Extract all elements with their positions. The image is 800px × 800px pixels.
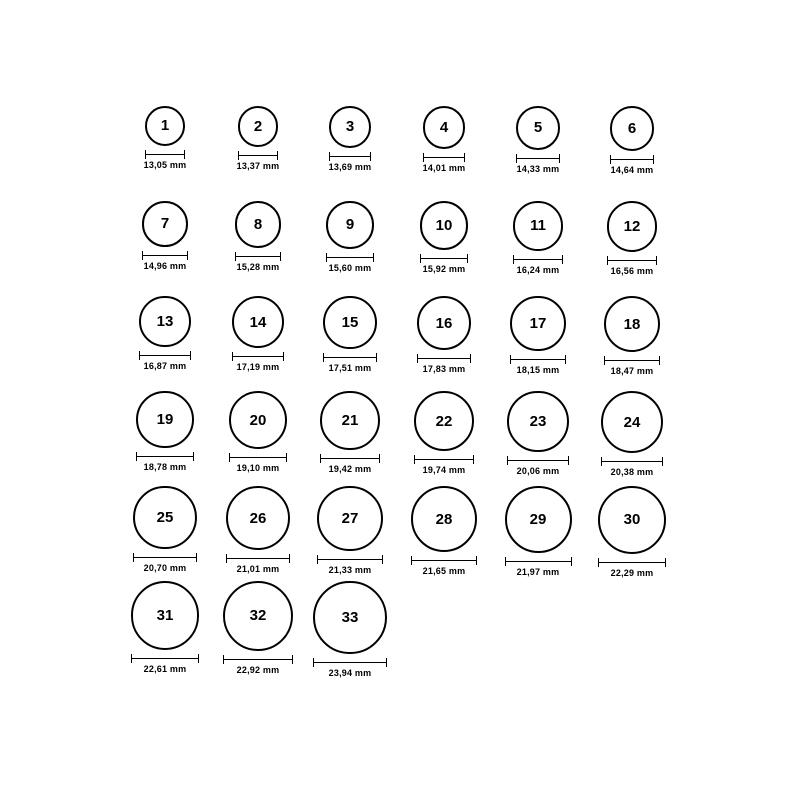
- diameter-label: 21,97 mm: [516, 567, 560, 577]
- ring-circle: [223, 581, 293, 651]
- ring-circle: [604, 296, 660, 352]
- measure-line: [507, 460, 568, 461]
- ring-circle-wrap: [305, 485, 395, 552]
- ring-size-item: [399, 200, 489, 274]
- ring-circle-wrap: [213, 390, 303, 450]
- ring-size-number: 8: [253, 215, 263, 233]
- ring-size-item: [213, 295, 303, 372]
- measure-line: [411, 560, 477, 561]
- ring-size-item: [305, 200, 395, 273]
- ring-circle: [420, 201, 469, 250]
- diameter-label: 19,42 mm: [328, 464, 372, 475]
- diameter-measure: [417, 354, 471, 374]
- diameter-label: 23,94 mm: [328, 668, 372, 679]
- ring-circle-wrap: [213, 105, 303, 148]
- ring-circle-wrap: [213, 485, 303, 551]
- diameter-measure: [414, 455, 474, 475]
- ring-circle-wrap: [399, 295, 489, 351]
- ring-circle: [610, 106, 655, 151]
- ring-size-item: [399, 485, 489, 576]
- diameter-measure: [601, 457, 663, 477]
- ring-circle-wrap: [399, 485, 489, 553]
- ring-size-number: 12: [623, 217, 641, 235]
- ring-size-item: [493, 295, 583, 375]
- ring-circle: [414, 391, 474, 451]
- measure-bar: [235, 252, 282, 261]
- ring-size-number: 27: [341, 510, 359, 528]
- diameter-label: 18,47 mm: [610, 366, 654, 377]
- diameter-measure: [510, 355, 565, 375]
- ring-circle-wrap: [399, 390, 489, 452]
- diameter-label: 19,74 mm: [422, 465, 466, 476]
- ring-size-number: 10: [435, 216, 453, 234]
- ring-size-number: 33: [341, 609, 359, 626]
- diameter-label: 21,01 mm: [236, 564, 280, 575]
- ring-circle: [505, 486, 572, 553]
- ring-size-item: [213, 105, 303, 171]
- ring-circle: [317, 486, 382, 551]
- ring-size-item: [120, 485, 210, 573]
- ring-circle-wrap: [213, 200, 303, 249]
- ring-circle: [226, 486, 290, 550]
- measure-bar: [313, 658, 386, 667]
- ring-circle: [513, 201, 563, 251]
- diameter-label: 21,65 mm: [422, 566, 466, 577]
- measure-bar: [411, 556, 477, 565]
- diameter-measure: [607, 256, 658, 276]
- measure-line: [238, 155, 279, 156]
- ring-circle-wrap: [587, 295, 677, 353]
- ring-circle: [232, 296, 284, 348]
- ring-size-item: [399, 105, 489, 173]
- measure-line: [420, 258, 469, 259]
- ring-size-item: [305, 390, 395, 474]
- diameter-label: 20,70 mm: [143, 563, 187, 574]
- measure-bar: [145, 150, 185, 159]
- ring-size-item: [305, 105, 395, 172]
- measure-line: [313, 662, 386, 663]
- ring-circle: [229, 391, 287, 449]
- ring-circle: [607, 201, 658, 252]
- measure-line: [223, 659, 293, 660]
- ring-circle-wrap: [120, 105, 210, 147]
- measure-line: [423, 157, 466, 158]
- ring-circle: [238, 106, 279, 147]
- ring-circle-wrap: [305, 200, 395, 250]
- ring-circle-wrap: [305, 105, 395, 149]
- diameter-label: 22,61 mm: [143, 663, 187, 674]
- diameter-measure: [320, 454, 379, 474]
- diameter-label: 17,51 mm: [328, 363, 372, 374]
- ring-size-number: 13: [156, 313, 174, 331]
- diameter-measure: [229, 453, 287, 473]
- ring-size-number: 17: [529, 315, 547, 333]
- ring-circle-wrap: [587, 105, 677, 152]
- diameter-measure: [326, 253, 374, 273]
- measure-bar: [417, 354, 471, 363]
- ring-size-number: 14: [249, 313, 267, 331]
- ring-circle-wrap: [493, 390, 583, 453]
- ring-size-number: 23: [529, 413, 547, 431]
- ring-size-number: 6: [627, 119, 637, 137]
- measure-line: [604, 360, 660, 361]
- ring-size-number: 29: [529, 511, 547, 528]
- measure-line: [235, 256, 282, 257]
- diameter-label: 15,28 mm: [236, 261, 280, 272]
- diameter-measure: [144, 150, 187, 170]
- diameter-label: 20,38 mm: [610, 467, 654, 478]
- diameter-measure: [604, 356, 660, 376]
- measure-bar: [414, 455, 474, 464]
- diameter-measure: [313, 658, 386, 678]
- measure-bar: [610, 155, 655, 164]
- diameter-measure: [423, 153, 466, 173]
- measure-bar: [131, 654, 200, 663]
- measure-line: [136, 456, 193, 457]
- diameter-label: 22,92 mm: [236, 664, 280, 675]
- measure-bar: [513, 255, 563, 264]
- ring-circle-wrap: [493, 485, 583, 554]
- ring-size-item: [587, 485, 677, 578]
- diameter-measure: [226, 554, 290, 574]
- ring-circle: [507, 391, 568, 452]
- ring-circle-wrap: [587, 200, 677, 253]
- diameter-measure: [516, 154, 560, 174]
- diameter-label: 20,06 mm: [516, 466, 560, 477]
- ring-circle: [598, 486, 666, 554]
- ring-size-item: [120, 295, 210, 371]
- measure-line: [513, 259, 563, 260]
- measure-bar: [133, 553, 196, 562]
- ring-size-number: 7: [160, 215, 170, 233]
- ring-size-number: 21: [341, 412, 359, 430]
- ring-size-item: [213, 485, 303, 574]
- ring-size-item: [305, 580, 395, 678]
- measure-line: [226, 558, 290, 559]
- ring-size-number: 30: [623, 511, 641, 529]
- diameter-measure: [610, 155, 655, 175]
- ring-size-number: 22: [435, 412, 453, 430]
- measure-bar: [420, 254, 469, 263]
- measure-line: [598, 562, 666, 563]
- diameter-measure: [139, 351, 190, 371]
- ring-size-number: 18: [623, 315, 641, 333]
- measure-line: [516, 158, 560, 159]
- diameter-label: 18,78 mm: [143, 462, 187, 473]
- diameter-measure: [420, 254, 469, 274]
- ring-size-number: 5: [533, 119, 543, 137]
- measure-bar: [510, 355, 565, 364]
- diameter-measure: [237, 151, 280, 171]
- ring-circle: [417, 296, 471, 350]
- measure-line: [145, 154, 185, 155]
- measure-bar: [601, 457, 663, 466]
- ring-size-item: [120, 390, 210, 472]
- diameter-label: 13,05 mm: [143, 159, 187, 170]
- diameter-measure: [411, 556, 477, 576]
- diameter-measure: [598, 558, 666, 578]
- diameter-label: 15,92 mm: [422, 263, 466, 274]
- ring-circle: [510, 296, 565, 351]
- ring-circle: [131, 581, 200, 650]
- diameter-measure: [329, 152, 372, 172]
- ring-circle: [139, 296, 190, 347]
- diameter-label: 22,29 mm: [610, 567, 654, 578]
- ring-circle-wrap: [399, 200, 489, 251]
- measure-bar: [507, 456, 568, 465]
- diameter-label: 17,83 mm: [422, 364, 466, 375]
- measure-line: [326, 257, 374, 258]
- ring-size-item: [213, 390, 303, 473]
- ring-size-number: 24: [623, 413, 641, 431]
- diameter-label: 13,37 mm: [236, 160, 280, 171]
- ring-circle: [145, 106, 185, 146]
- measure-bar: [139, 351, 190, 360]
- ring-size-number: 20: [249, 411, 267, 429]
- measure-bar: [317, 555, 382, 564]
- diameter-label: 14,64 mm: [610, 164, 654, 175]
- measure-bar: [607, 256, 658, 265]
- ring-size-number: 1: [160, 117, 170, 135]
- ring-circle: [326, 201, 374, 249]
- ring-size-number: 4: [439, 118, 449, 136]
- measure-bar: [604, 356, 660, 365]
- measure-bar: [320, 454, 379, 463]
- ring-circle-wrap: [493, 200, 583, 252]
- diameter-label: 14,01 mm: [422, 162, 466, 173]
- diameter-measure: [317, 555, 382, 575]
- ring-circle-wrap: [493, 295, 583, 352]
- diameter-label: 16,24 mm: [516, 264, 560, 275]
- ring-circle-wrap: [305, 390, 395, 451]
- measure-line: [320, 458, 379, 459]
- diameter-measure: [223, 655, 293, 675]
- ring-circle-wrap: [213, 580, 303, 652]
- measure-bar: [505, 557, 572, 566]
- ring-circle: [411, 486, 477, 552]
- measure-bar: [598, 558, 666, 567]
- ring-size-item: [493, 485, 583, 577]
- diameter-measure: [232, 352, 284, 372]
- measure-bar: [323, 353, 376, 362]
- ring-size-item: [399, 295, 489, 374]
- measure-line: [510, 359, 565, 360]
- diameter-measure: [323, 353, 376, 373]
- ring-circle: [313, 581, 386, 654]
- diameter-measure: [142, 251, 188, 271]
- ring-size-number: 3: [345, 118, 355, 136]
- ring-size-number: 16: [435, 314, 453, 332]
- ring-size-number: 31: [156, 606, 174, 624]
- measure-line: [142, 255, 188, 256]
- ring-circle-wrap: [587, 390, 677, 454]
- ring-circle-wrap: [120, 295, 210, 348]
- ring-size-item: [493, 200, 583, 275]
- diameter-label: 14,96 mm: [143, 260, 187, 271]
- ring-size-number: 32: [249, 607, 267, 625]
- diameter-label: 16,87 mm: [143, 361, 187, 372]
- measure-line: [317, 559, 382, 560]
- ring-circle-wrap: [120, 485, 210, 550]
- ring-size-number: 15: [341, 314, 359, 332]
- measure-line: [229, 457, 287, 458]
- ring-circle-wrap: [305, 295, 395, 350]
- measure-bar: [226, 554, 290, 563]
- diameter-label: 21,33 mm: [328, 565, 372, 576]
- measure-bar: [142, 251, 188, 260]
- ring-size-item: [120, 200, 210, 271]
- ring-circle: [329, 106, 371, 148]
- measure-bar: [229, 453, 287, 462]
- ring-circle-wrap: [120, 200, 210, 248]
- measure-bar: [329, 152, 371, 161]
- measure-line: [505, 561, 572, 562]
- ring-circle-wrap: [493, 105, 583, 151]
- diameter-label: 13,69 mm: [328, 161, 372, 172]
- diameter-label: 16,56 mm: [610, 265, 654, 276]
- measure-bar: [136, 452, 193, 461]
- ring-circle: [601, 391, 663, 453]
- measure-line: [139, 355, 190, 356]
- ring-size-number: 11: [530, 217, 546, 235]
- ring-size-item: [305, 295, 395, 373]
- diameter-measure: [133, 553, 196, 573]
- ring-size-number: 28: [435, 510, 453, 528]
- ring-circle: [320, 391, 379, 450]
- measure-line: [232, 356, 284, 357]
- diameter-label: 14,33 mm: [516, 163, 560, 174]
- diameter-measure: [235, 252, 282, 272]
- ring-circle-wrap: [120, 580, 210, 651]
- ring-size-item: [120, 105, 210, 170]
- ring-size-number: 2: [253, 117, 263, 135]
- ring-circle-wrap: [120, 390, 210, 449]
- diameter-measure: [507, 456, 568, 476]
- ring-size-number: 9: [345, 216, 355, 234]
- diameter-measure: [513, 255, 563, 275]
- diameter-label: 19,10 mm: [236, 463, 280, 474]
- ring-size-number: 19: [156, 411, 174, 429]
- ring-circle: [133, 486, 196, 549]
- measure-line: [414, 459, 474, 460]
- ring-size-item: [587, 105, 677, 175]
- ring-circle-wrap: [399, 105, 489, 150]
- ring-size-item: [213, 580, 303, 675]
- ring-circle-wrap: [587, 485, 677, 555]
- measure-line: [323, 357, 376, 358]
- ring-circle-wrap: [305, 580, 395, 655]
- measure-bar: [423, 153, 466, 162]
- measure-bar: [238, 151, 279, 160]
- measure-line: [329, 156, 371, 157]
- ring-circle: [235, 201, 282, 248]
- diameter-measure: [505, 557, 572, 577]
- ring-size-item: [399, 390, 489, 475]
- measure-line: [610, 159, 655, 160]
- ring-size-item: [305, 485, 395, 575]
- diameter-measure: [131, 654, 200, 674]
- ring-circle: [323, 296, 376, 349]
- ring-size-item: [120, 580, 210, 674]
- ring-circle: [423, 106, 466, 149]
- ring-size-number: 26: [249, 509, 267, 527]
- measure-bar: [223, 655, 293, 664]
- ring-size-item: [587, 295, 677, 376]
- measure-line: [131, 658, 200, 659]
- ring-circle: [516, 106, 560, 150]
- diameter-label: 18,15 mm: [516, 365, 560, 376]
- ring-size-item: [213, 200, 303, 272]
- measure-line: [601, 461, 663, 462]
- measure-line: [607, 260, 658, 261]
- measure-line: [417, 358, 471, 359]
- diameter-measure: [136, 452, 193, 472]
- ring-circle: [142, 201, 188, 247]
- ring-size-item: [493, 105, 583, 174]
- ring-size-number: 25: [156, 509, 174, 527]
- ring-size-item: [587, 390, 677, 477]
- ring-circle: [136, 391, 193, 448]
- measure-bar: [516, 154, 560, 163]
- measure-bar: [326, 253, 374, 262]
- ring-size-item: [587, 200, 677, 276]
- measure-line: [133, 557, 196, 558]
- ring-circle-wrap: [213, 295, 303, 349]
- measure-bar: [232, 352, 284, 361]
- ring-size-item: [493, 390, 583, 476]
- diameter-label: 15,60 mm: [328, 262, 372, 273]
- diameter-label: 17,19 mm: [236, 362, 280, 373]
